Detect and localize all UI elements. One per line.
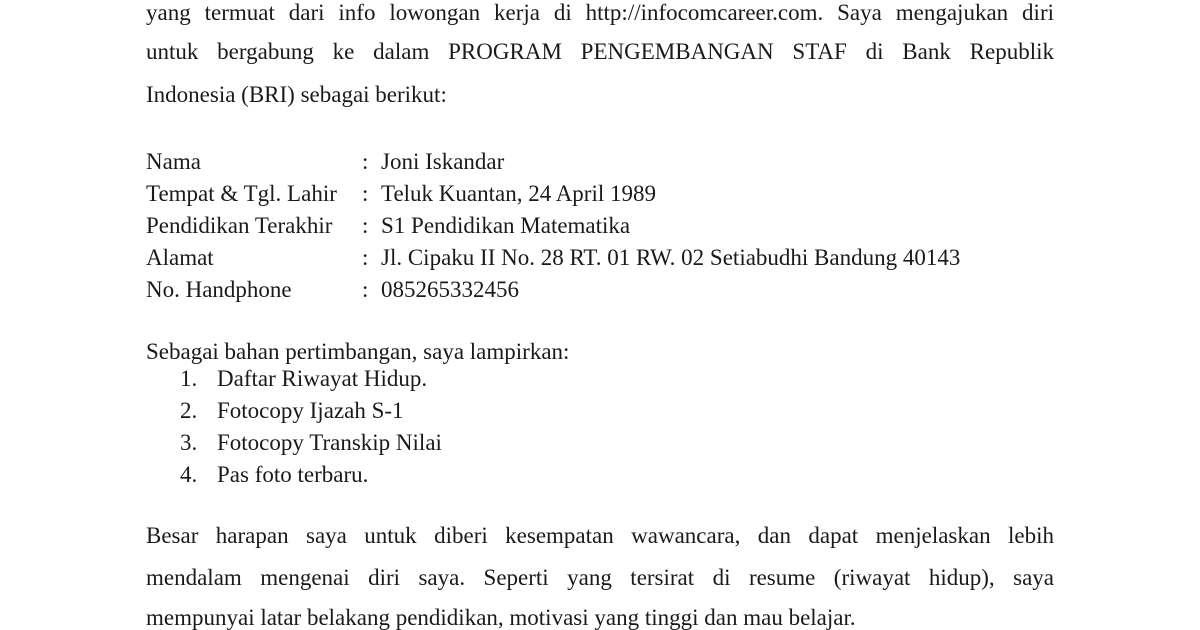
field-label: Alamat [146,245,214,270]
attachments-intro: Sebagai bahan pertimbangan, saya lampirkan: [146,339,570,364]
closing-line-1: Besar harapan saya untuk diberi kesempatan wawancara, dan dapat menjelaskan lebih [146,523,1054,548]
list-number: 4. [180,462,198,487]
field-value: Teluk Kuantan, 24 April 1989 [381,181,656,206]
field-colon: : [362,149,369,174]
list-text: Daftar Riwayat Hidup. [217,366,428,391]
field-label: Tempat & Tgl. Lahir [146,181,337,206]
field-label: Nama [146,149,201,174]
field-label: No. Handphone [146,277,292,302]
field-colon: : [362,181,369,206]
list-text: Fotocopy Ijazah S-1 [217,398,404,423]
closing-line-2: mendalam mengenai diri saya. Seperti yang tersirat di resume (riwayat hidup), saya [146,565,1054,590]
list-number: 1. [180,366,198,391]
field-colon: : [362,213,369,238]
list-text: Pas foto terbaru. [217,462,369,487]
intro-line-2: untuk bergabung ke dalam PROGRAM PENGEMBANGAN STAF di Bank Republik [146,39,1054,64]
field-colon: : [362,245,369,270]
field-label: Pendidikan Terakhir [146,213,333,238]
field-value: Joni Iskandar [381,149,505,174]
list-number: 2. [180,398,198,423]
field-value: 085265332456 [381,277,519,302]
intro-line-3: Indonesia (BRI) sebagai berikut: [146,82,447,107]
field-value: Jl. Cipaku II No. 28 RT. 01 RW. 02 Setiabudhi Bandung 40143 [381,245,961,270]
intro-line-1: yang termuat dari info lowongan kerja di http://infocomcareer.com. Saya mengajukan diri [146,0,1054,25]
list-text: Fotocopy Transkip Nilai [217,430,442,455]
closing-line-3: mempunyai latar belakang pendidikan, motivasi yang tinggi dan mau belajar. [146,605,856,630]
list-number: 3. [180,430,198,455]
field-value: S1 Pendidikan Matematika [381,213,631,238]
field-colon: : [362,277,369,302]
